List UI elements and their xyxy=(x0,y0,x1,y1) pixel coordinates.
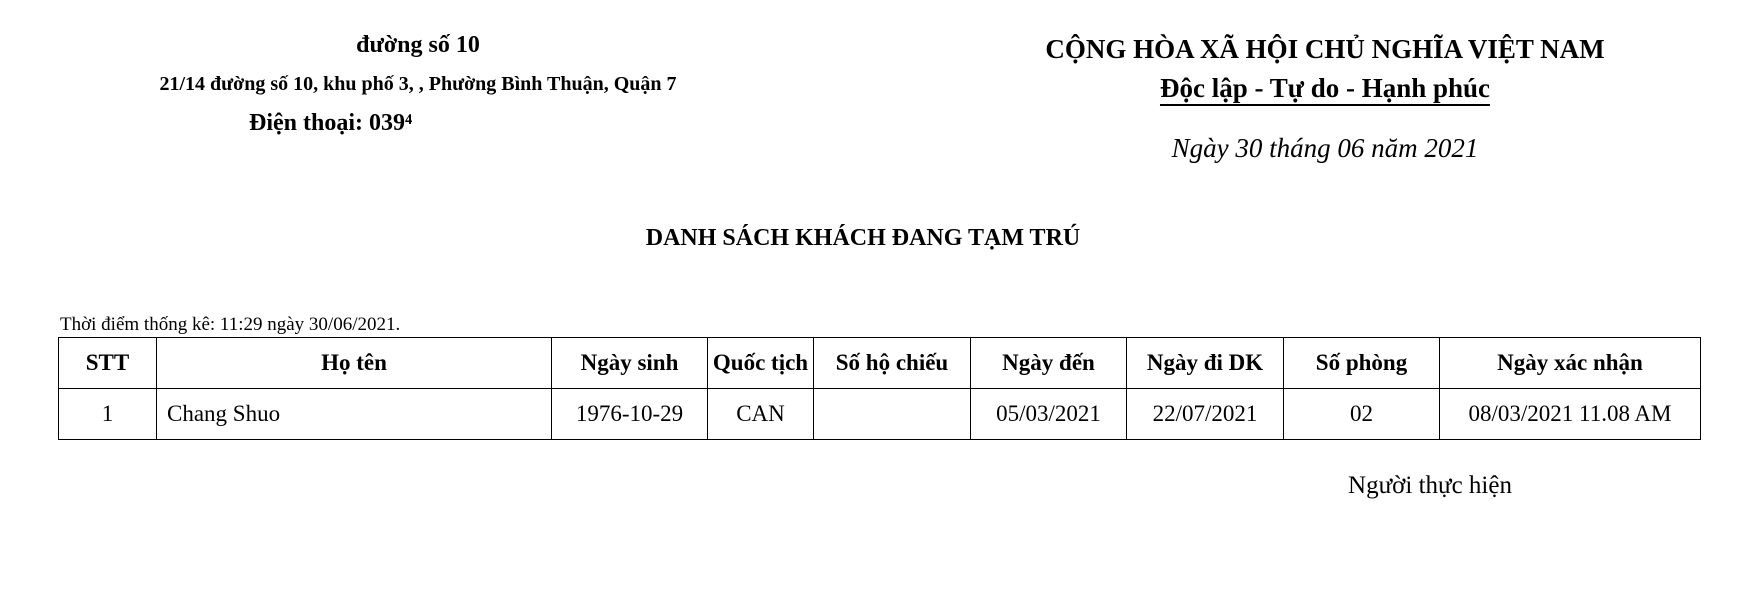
column-header-room: Số phòng xyxy=(1284,338,1440,389)
statistics-timestamp: Thời điểm thống kê: 11:29 ngày 30/06/2021. xyxy=(60,314,401,335)
cell-nationality: CAN xyxy=(708,389,814,440)
column-header-nationality: Quốc tịch xyxy=(708,338,814,389)
document-title: DANH SÁCH KHÁCH ĐANG TẠM TRÚ xyxy=(645,225,1081,251)
column-header-arrival: Ngày đến xyxy=(971,338,1127,389)
cell-stt: 1 xyxy=(59,389,157,440)
document-date: Ngày 30 tháng 06 năm 2021 xyxy=(1171,133,1479,163)
column-header-confirmed: Ngày xác nhận xyxy=(1440,338,1701,389)
national-title: CỘNG HÒA XÃ HỘI CHỦ NGHĨA VIỆT NAM xyxy=(1045,34,1605,64)
organization-name: đường số 10 xyxy=(356,32,480,58)
cell-dob: 1976-10-29 xyxy=(552,389,708,440)
cell-arrival: 05/03/2021 xyxy=(971,389,1127,440)
signature-label: Người thực hiện xyxy=(1348,472,1512,499)
cell-departure: 22/07/2021 xyxy=(1127,389,1284,440)
column-header-name: Họ tên xyxy=(157,338,552,389)
cell-room: 02 xyxy=(1284,389,1440,440)
column-header-passport: Số hộ chiếu xyxy=(814,338,971,389)
cell-confirmed: 08/03/2021 11.08 AM xyxy=(1440,389,1701,440)
column-header-departure: Ngày đi DK xyxy=(1127,338,1284,389)
guest-table xyxy=(58,337,1701,440)
national-motto: Độc lập - Tự do - Hạnh phúc xyxy=(1160,72,1490,106)
table-row xyxy=(59,389,1701,440)
table-header-row xyxy=(59,338,1701,389)
column-header-stt: STT xyxy=(59,338,157,389)
column-header-dob: Ngày sinh xyxy=(552,338,708,389)
cell-passport xyxy=(814,389,971,440)
organization-address: 21/14 đường số 10, khu phố 3, , Phường Bình Thuận, Quận 7 xyxy=(159,73,677,95)
organization-phone: Điện thoại: 039⁴ xyxy=(249,110,413,136)
cell-name: Chang Shuo xyxy=(157,389,552,440)
